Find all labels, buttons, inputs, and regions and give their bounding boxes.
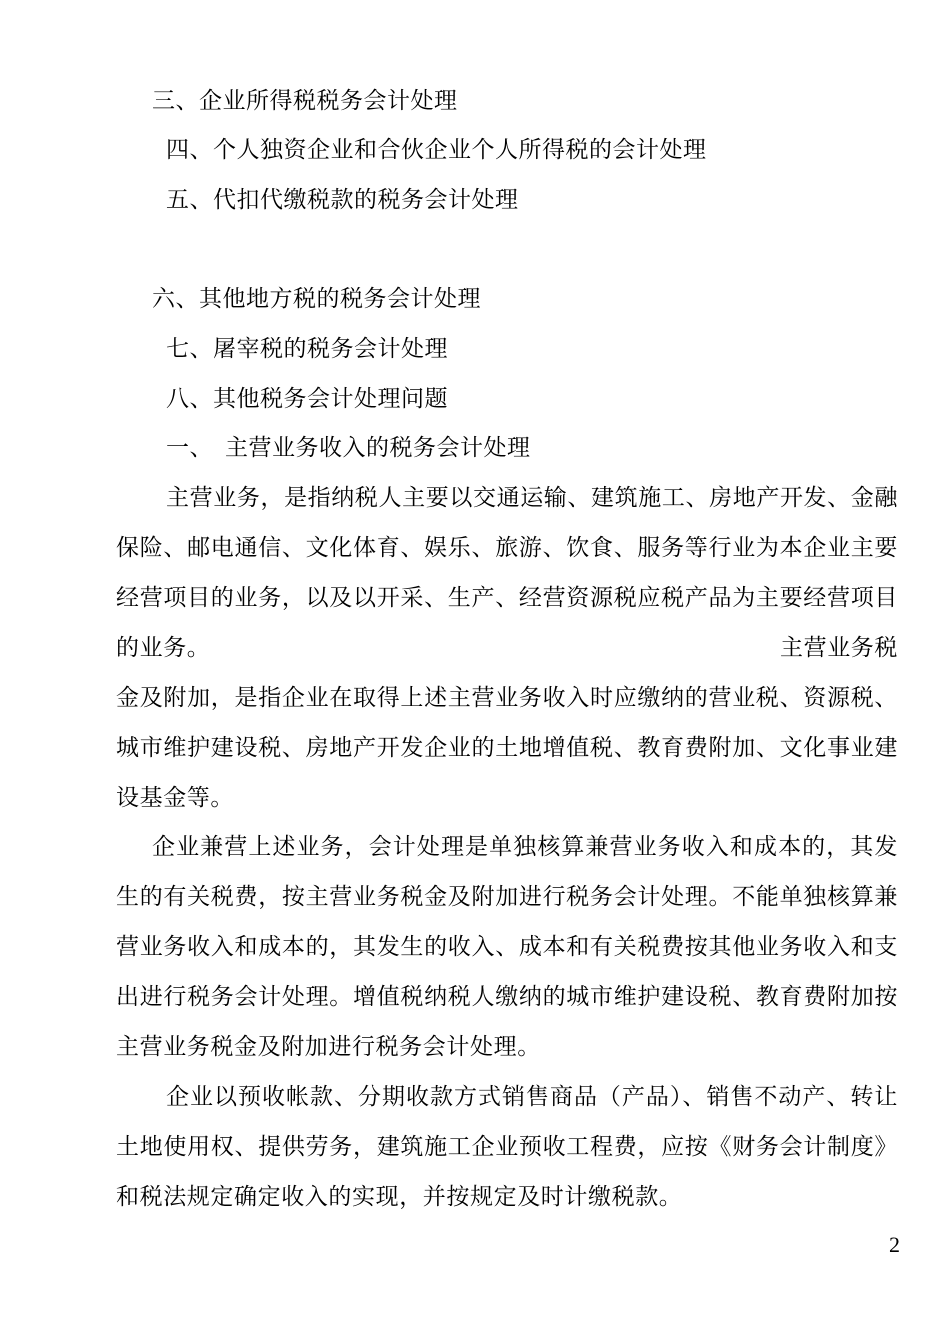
outline-item-3: 三、企业所得税税务会计处理 (152, 88, 458, 114)
paragraph-main-business (116, 473, 898, 673)
paragraph-concurrent-business: 企业兼营上述业务，会计处理是单独核算兼营业务收入和成本的，其发生的有关税费，按主营业务税金及附加进行税务会计处理。不能单独核算兼营业务收入和成本的，其发生的收入、成本和有关税费按其他业务收入和支出进行税务会计处理。增值税纳税人缴纳的城市维护建设税、教育费附加按主营业务税金及附加进行税务会计处理。 (116, 834, 898, 1060)
paragraph-tax-surcharge: 金及附加，是指企业在取得上述主营业务收入时应缴纳的营业税、资源税、城市维护建设税、房地产开发企业的土地增值税、教育费附加、文化事业建设基金等。 (116, 685, 898, 811)
outline-item-6: 六、其他地方税的税务会计处理 (152, 286, 481, 312)
page-number: 2 (889, 1232, 900, 1257)
outline-item-7: 七、屠宰税的税务会计处理 (166, 336, 448, 362)
paragraph-advance-receipts: 企业以预收帐款、分期收款方式销售商品（产品）、销售不动产、转让土地使用权、提供劳务，建筑施工企业预收工程费，应按《财务会计制度》和税法规定确定收入的实现，并按规定及时计缴税款。 (116, 1084, 898, 1210)
outline-item-8: 八、其他税务会计处理问题 (166, 386, 448, 412)
paragraph-main-business-text: 主营业务，是指纳税人主要以交通运输、建筑施工、房地产开发、金融保险、邮电通信、文化体育、娱乐、旅游、饮食、服务等行业为本企业主要经营项目的业务，以及以开采、生产、经营资源税应税产品为主要经营项目的业务。 (116, 485, 898, 661)
section-heading-1: 一、 主营业务收入的税务会计处理 (166, 435, 531, 461)
paragraph-main-business-tail: 主营业务税 (780, 635, 898, 661)
outline-item-4: 四、个人独资企业和合伙企业个人所得税的会计处理 (166, 137, 707, 163)
outline-item-5: 五、代扣代缴税款的税务会计处理 (166, 187, 519, 213)
